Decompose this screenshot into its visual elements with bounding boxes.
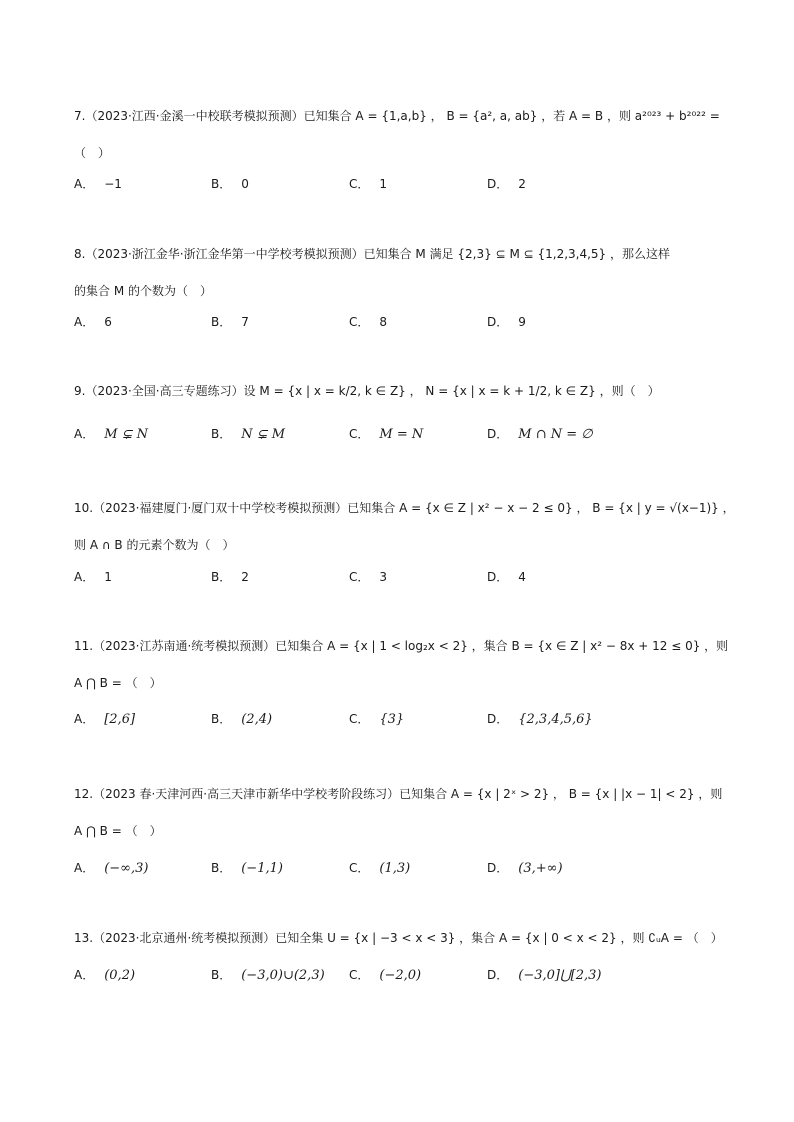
question-7-stem: 7.（2023·江西·金溪一中校联考模拟预测）已知集合 A = {1,a,b} ， B = {a², a, ab} ，若 A = B ，则 a²⁰²³ + b²⁰²² = (74, 109, 720, 123)
question-7-option-c (349, 174, 387, 194)
option-label: B． (211, 861, 232, 875)
question-9-stem: 9.（2023·全国·高三专题练习）设 M = {x | x = k/2, k ∈ Z} ， N = {x | x = k + 1/2, k ∈ Z} ，则（ ） (74, 384, 660, 398)
option-text: M = N (379, 427, 424, 442)
question-12-option-d (487, 858, 563, 879)
option-text: {2,3,4,5,6} (518, 712, 593, 727)
option-text: (2,4) (241, 712, 273, 727)
option-text: (0,2) (104, 968, 136, 983)
option-text: 7 (241, 315, 249, 329)
question-13-option-a (74, 965, 135, 986)
option-text: [2,6] (104, 712, 136, 727)
option-text: 2 (518, 177, 526, 191)
question-8-stem-cont: 的集合 M 的个数为（ ） (74, 284, 212, 298)
option-label: A． (74, 177, 95, 191)
question-9-option-b (211, 424, 285, 445)
option-text: (−2,0) (379, 968, 422, 983)
question-10-option-a (74, 567, 112, 587)
option-label: D． (487, 315, 509, 329)
option-text: N ⊊ M (241, 427, 286, 442)
option-text: 2 (241, 570, 249, 584)
option-text: 1 (379, 177, 388, 191)
option-label: D． (487, 570, 509, 584)
question-13-stem: 13.（2023·北京通州·统考模拟预测）已知全集 U = {x | −3 < x < 3} ，集合 A = {x | 0 < x < 2} ，则 ∁ᵤA = （ ） (74, 931, 723, 945)
option-label: C． (349, 570, 370, 584)
question-12-stem: 12.（2023 春·天津河西·高三天津市新华中学校考阶段练习）已知集合 A = {x | 2ˣ > 2} ， B = {x | |x − 1| < 2} ，则 (74, 787, 723, 801)
question-7-option-d (487, 174, 526, 194)
option-label: A． (74, 968, 95, 982)
question-7-stem-cont: （ ） (74, 146, 111, 160)
question-10-option-d (487, 567, 526, 587)
option-label: A． (74, 712, 95, 726)
question-10-option-c (349, 567, 387, 587)
question-8-option-b (211, 312, 249, 332)
option-text: 8 (379, 315, 388, 329)
option-label: A． (74, 861, 95, 875)
option-label: A． (74, 315, 95, 329)
question-8-option-a (74, 312, 112, 332)
option-text: {3} (379, 712, 405, 727)
option-label: C． (349, 427, 370, 441)
option-label: B． (211, 968, 232, 982)
option-label: C． (349, 968, 370, 982)
question-8-stem: 8.（2023·浙江金华·浙江金华第一中学校考模拟预测）已知集合 M 满足 {2,3} ⊆ M ⊆ {1,2,3,4,5} ，那么这样 (74, 247, 671, 261)
question-11-stem-cont: A ⋂ B = （ ） (74, 676, 162, 690)
option-label: D． (487, 427, 509, 441)
option-text: M ∩ N = ∅ (518, 427, 593, 442)
option-text: 4 (518, 570, 526, 584)
option-text: (−∞,3) (104, 861, 149, 876)
option-label: A． (74, 570, 95, 584)
question-8-option-d (487, 312, 526, 332)
option-label: B． (211, 315, 232, 329)
option-text: M ⊊ N (104, 427, 149, 442)
option-label: B． (211, 712, 232, 726)
option-label: B． (211, 427, 232, 441)
question-7-option-b (211, 174, 249, 194)
question-10-stem: 10.（2023·福建厦门·厦门双十中学校考模拟预测）已知集合 A = {x ∈ Z | x² − x − 2 ≤ 0} ， B = {x | y = √(x−1)} ， (74, 501, 735, 515)
question-9-option-a (74, 424, 148, 445)
question-12-option-c (349, 858, 410, 879)
option-label: D． (487, 177, 509, 191)
option-text: 6 (104, 315, 112, 329)
question-13-option-b (211, 965, 325, 986)
question-11-option-c (349, 709, 404, 730)
question-9-option-c (349, 424, 423, 445)
option-text: 1 (104, 570, 112, 584)
option-label: C． (349, 712, 370, 726)
option-text: −1 (104, 177, 122, 191)
option-text: 9 (518, 315, 526, 329)
question-13-option-c (349, 965, 421, 986)
option-text: (−3,0]⋃[2,3) (518, 968, 602, 983)
question-11-option-d (487, 709, 593, 730)
option-label: D． (487, 712, 509, 726)
option-label: B． (211, 177, 232, 191)
question-12-option-a (74, 858, 149, 879)
option-label: C． (349, 315, 370, 329)
option-text: (3,+∞) (518, 861, 563, 876)
option-label: C． (349, 861, 370, 875)
question-12-stem-cont: A ⋂ B = （ ） (74, 824, 162, 838)
question-11-option-b (211, 709, 272, 730)
question-12-option-b (211, 858, 283, 879)
option-label: C． (349, 177, 370, 191)
option-text: (1,3) (379, 861, 411, 876)
option-text: 0 (241, 177, 249, 191)
question-11-option-a (74, 709, 135, 730)
question-8-option-c (349, 312, 387, 332)
question-11-stem: 11.（2023·江苏南通·统考模拟预测）已知集合 A = {x | 1 < log₂x < 2} ，集合 B = {x ∈ Z | x² − 8x + 12 ≤ 0} ，则 (74, 639, 729, 653)
question-13-option-d (487, 965, 601, 986)
question-10-option-b (211, 567, 249, 587)
option-text: (−1,1) (241, 861, 283, 876)
option-label: D． (487, 861, 509, 875)
option-text: (−3,0)∪(2,3) (241, 968, 325, 983)
option-label: D． (487, 968, 509, 982)
question-9-option-d (487, 424, 593, 445)
option-label: B． (211, 570, 232, 584)
option-text: 3 (379, 570, 388, 584)
option-label: A． (74, 427, 95, 441)
question-10-stem-cont: 则 A ∩ B 的元素个数为（ ） (74, 538, 235, 552)
question-7-option-a (74, 174, 122, 194)
